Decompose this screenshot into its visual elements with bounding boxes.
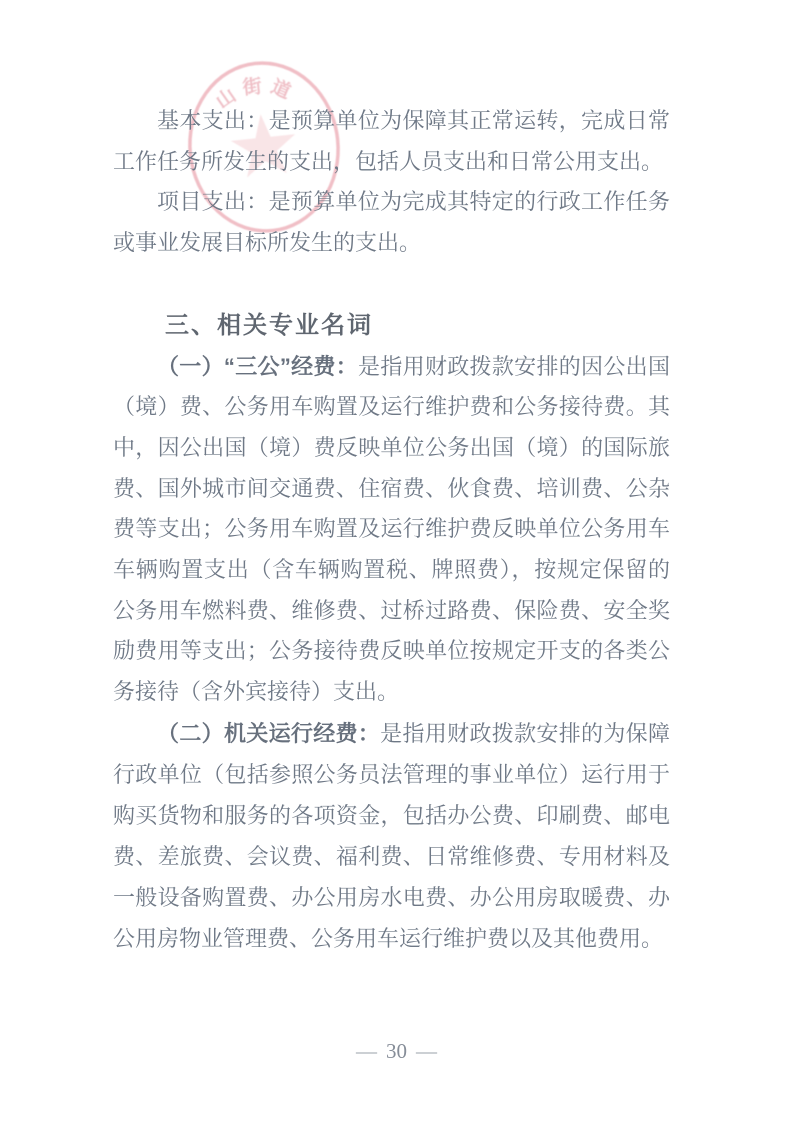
term-basic-expenditure: 基本支出： <box>157 108 269 133</box>
para-basic-expenditure <box>113 101 670 182</box>
page-footer <box>0 1040 793 1062</box>
term-agency-operating-funds: （二）机关运行经费： <box>157 720 381 746</box>
para-agency-operating-funds <box>113 713 670 959</box>
term-project-expenditure: 项目支出： <box>157 189 269 215</box>
footer-dash-left: — <box>356 1039 377 1063</box>
definition-basic-expenditure: 是预算单位为保障其正常运转，完成日常工作任务所发生的支出，包括人员支出和日常公用支出。 <box>113 108 670 174</box>
footer-dash-right: — <box>416 1039 437 1063</box>
para-project-expenditure <box>113 182 670 263</box>
term-three-public-funds: （一）“三公”经费： <box>157 353 359 379</box>
para-three-public-funds <box>113 347 670 713</box>
seal-arc-text: 山街道 <box>212 75 300 114</box>
definition-agency-operating-funds: 是指用财政拨款安排的为保障行政单位（包括参照公务员法管理的事业单位）运行用于购买货物和服务的各项资金，包括办公费、印刷费、邮电费、差旅费、会议费、福利费、日常维修费、专用材料及一般设备购置费、办公用房水电费、办公用房取暖费、办公用房物业管理费、公务用车运行维护费以及其他费用。 <box>113 720 670 951</box>
document-content <box>113 0 670 959</box>
definition-project-expenditure: 是预算单位为完成其特定的行政工作任务或事业发展目标所发生的支出。 <box>113 189 670 256</box>
section-heading-terms: 三、相关专业名词 <box>165 311 373 339</box>
definition-three-public-funds: 是指用财政拨款安排的因公出国（境）费、公务用车购置及运行维护费和公务接待费。其中，因公出国（境）费反映单位公务出国（境）的国际旅费、国外城市间交通费、住宿费、伙食费、培训费、公杂费等支出；公务用车购置及运行维护费反映单位公务用车车辆购置支出（含车辆购置税、牌照费），按规定保留的公务用车燃料费、维修费、过桥过路费、保险费、安全奖励费用等支出；公务接待费反映单位按规定开支的各类公务接待（含外宾接待）支出。 <box>113 353 670 705</box>
page-number: 30 <box>386 1039 407 1063</box>
